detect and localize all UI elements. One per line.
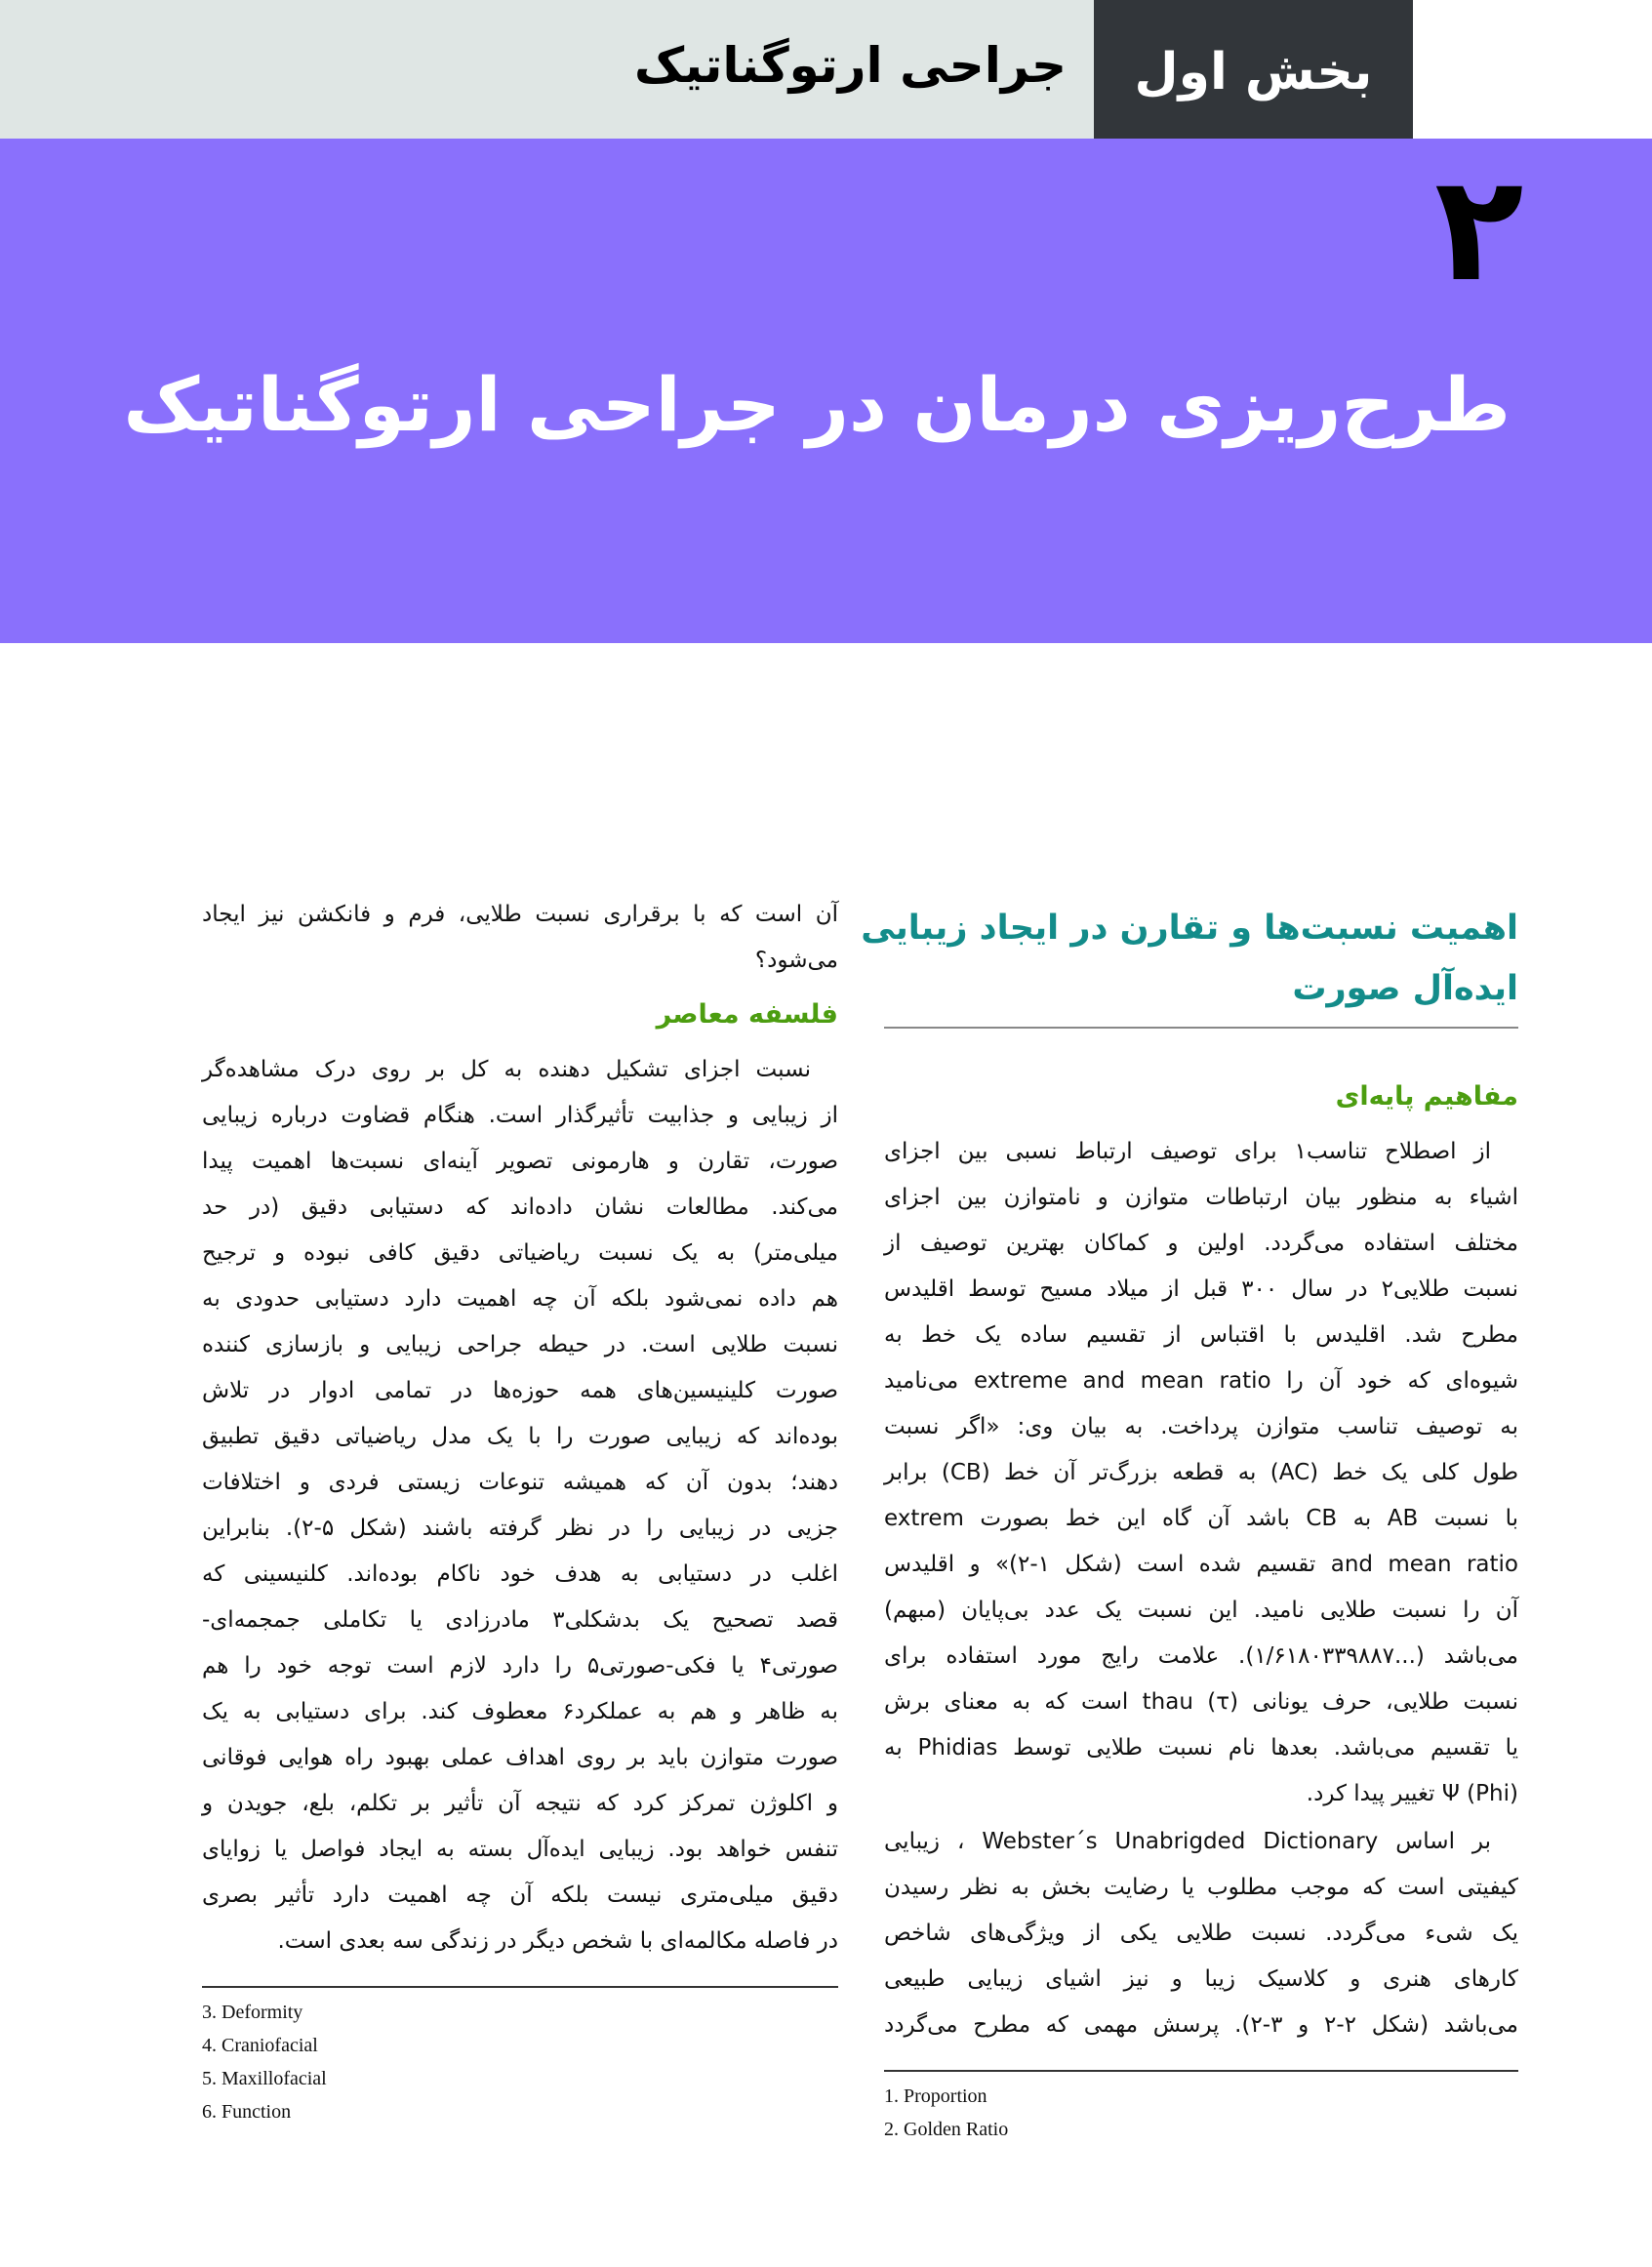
book-title: جراحی ارتوگناتیک [634,37,1067,94]
text-line: دهند؛ بدون آن که همیشه تنوعات زیستی فردی و اختلافات [202,1470,838,1495]
right-column [861,898,1519,2146]
text-line: و اکلوژن تمرکز کرد که نتیجه آن تأثیر بر تکلم، بلع، جویدن و [202,1791,838,1816]
text-line: تنفس خواهد بود. زیبایی ایده‌آل بسته به ایجاد فواصل یا زوایای [202,1837,838,1862]
text-line: جزیی در زیبایی را در نظر گرفته باشند (شکل ۵-۲). بنابراین [202,1516,838,1541]
text-line: صورتی۴ یا فکی-صورتی۵ را دارد لازم است توجه خود را هم [202,1653,838,1679]
text-line: شیوه‌ای که خود آن را extreme and mean ratio می‌نامید [884,1368,1519,1394]
footnotes [202,1988,838,2128]
text-line: به توصیف تناسب متوازن پرداخت. به بیان وی: «اگر نسبت [884,1414,1518,1439]
text-line: صورت متوازن باید بر روی اهداف عملی بهبود راه هوایی فوقانی [202,1745,838,1770]
left-column [202,892,838,2128]
paragraph [884,1129,1518,1817]
footnote: 6. Function [202,2101,292,2123]
part-label: بخش اول [1134,43,1373,101]
text-line: می‌کند. مطالعات نشان داده‌اند که دستیابی دقیق (در حد [202,1194,838,1220]
text-line: آن را نسبت طلایی نامید. این نسبت یک عدد بی‌پایان (مبهم) [884,1598,1518,1623]
text-line: به ظاهر و هم به عملکرد۶ معطوف کند. برای دستیابی به یک [202,1699,839,1724]
text-line: مختلف استفاده می‌گردد. اولین و کماکان بهترین توصیف از [884,1231,1518,1256]
footnote: 2. Golden Ratio [884,2119,1009,2140]
text-line: اشیاء به منظور بیان ارتباطات متوازن و نامتوازن بین اجزای [884,1185,1518,1210]
text-line: از زیبایی و جذابیت تأثیرگذار است. هنگام قضاوت درباره زیبایی [202,1103,838,1128]
text-line: نسبت اجزای تشکیل دهنده به کل بر روی درک مشاهده‌گر [202,1057,811,1082]
text-line: می‌شود؟ [754,948,838,973]
text-line: کیفیتی است که موجب مطلوب یا رضایت بخش به نظر رسیدن [884,1875,1518,1900]
footnote: 3. Deformity [202,2002,303,2023]
text-line: نسبت طلایی، حرف یونانی thau (τ) است که به معنای برش [884,1689,1519,1715]
text-line: یک شیء می‌گردد. نسبت طلایی یکی از ویژگی‌های شاخص [884,1921,1518,1946]
chapter-title: طرح‌ریزی درمان در جراحی ارتوگناتیک [123,361,1511,448]
subheading: فلسفه معاصر [656,999,838,1030]
text-line: اغلب در دستیابی به هدف خود ناکام بوده‌اند. کلنیسینی که [202,1561,838,1587]
text-line: می‌باشد (شکل ۲-۲ و ۳-۲). پرسش مهمی که مطرح می‌گردد [884,2012,1518,2038]
text-line: مطرح شد. اقلیدس با اقتباس از تقسیم ساده یک خط به [884,1322,1518,1348]
text-line: (Phi) Ψ تغییر پیدا کرد. [1306,1781,1518,1806]
text-line: قصد تصحیح یک بدشکلی۳ مادرزادی یا تکاملی جمجمه‌ای- [202,1607,838,1633]
text-line: یا تقسیم می‌باشد. بعدها نام نسبت طلایی توسط Phidias به [884,1735,1519,1761]
text-line: بوده‌اند که زیبایی صورت را با یک مدل ریاضیاتی دقیق تطبیق [202,1424,838,1449]
paragraph [202,1047,838,1964]
text-line: هم داده نمی‌شود بلکه آن چه اهمیت دارد دستیابی حدودی به [202,1286,838,1312]
text-line: آن است که با برقراری نسبت طلایی، فرم و فانکشن نیز ایجاد [202,902,838,927]
text-line: صورت کلینیسین‌های همه حوزه‌ها در تمامی ادوار در تلاش [202,1378,838,1403]
heading-divider [884,1027,1518,1029]
text-line: میلی‌متر) به یک نسبت ریاضیاتی دقیق کافی نبوده و ترجیح [202,1240,838,1266]
footnote: 1. Proportion [884,2085,987,2107]
text-line: طول کلی یک خط (AC) به قطعه بزرگ‌تر آن خط (CB) برابر [884,1460,1519,1485]
text-line: در فاصله مکالمه‌ای با شخص دیگر در زندگی سه بعدی است. [277,1928,838,1954]
text-line: and mean ratio تقسیم شده است (شکل ۱-۲)» و اقلیدس [884,1552,1518,1577]
footnotes [884,2072,1518,2146]
footnote: 4. Craniofacial [202,2035,318,2056]
section-heading-line: اهمیت نسبت‌ها و تقارن در ایجاد زیبایی [861,909,1518,948]
text-line: بر اساس Webster´s Unabrigded Dictionary ، زیبایی [884,1829,1491,1854]
text-line: با نسبت AB به CB باشد آن گاه این خط بصورت extrem [884,1506,1519,1531]
subheading: مفاهیم پایه‌ای [1335,1081,1518,1112]
running-header [0,0,1094,139]
text-line: دقیق میلی‌متری نیست بلکه آن چه اهمیت دارد تأثیر بصری [202,1882,838,1908]
part-label-box [1094,0,1413,141]
text-line: نسبت طلایی است. در حیطه جراحی زیبایی و بازسازی کننده [202,1332,838,1357]
footnote: 5. Maxillofacial [202,2068,327,2089]
text-line: صورت، تقارن و هارمونی تصویر آینه‌ای نسبت‌ها اهمیت پیدا [202,1149,838,1174]
paragraph [202,892,838,984]
text-line: کارهای هنری و کلاسیک زیبا و نیز اشیای زیبایی طبیعی [884,1966,1518,1992]
text-line: از اصطلاح تناسب۱ برای توصیف ارتباط نسبی بین اجزای [884,1139,1491,1164]
text-line: نسبت طلایی۲ در سال ۳۰۰ قبل از میلاد مسیح توسط اقلیدس [884,1276,1518,1302]
paragraph [884,1819,1518,2048]
text-line: می‌باشد (...۱/۶۱۸۰۳۳۹۸۸۷). علامت رایج مورد استفاده برای [884,1643,1518,1669]
chapter-number: ۲ [1434,144,1524,314]
section-heading-line: ایده‌آل صورت [1292,969,1518,1008]
